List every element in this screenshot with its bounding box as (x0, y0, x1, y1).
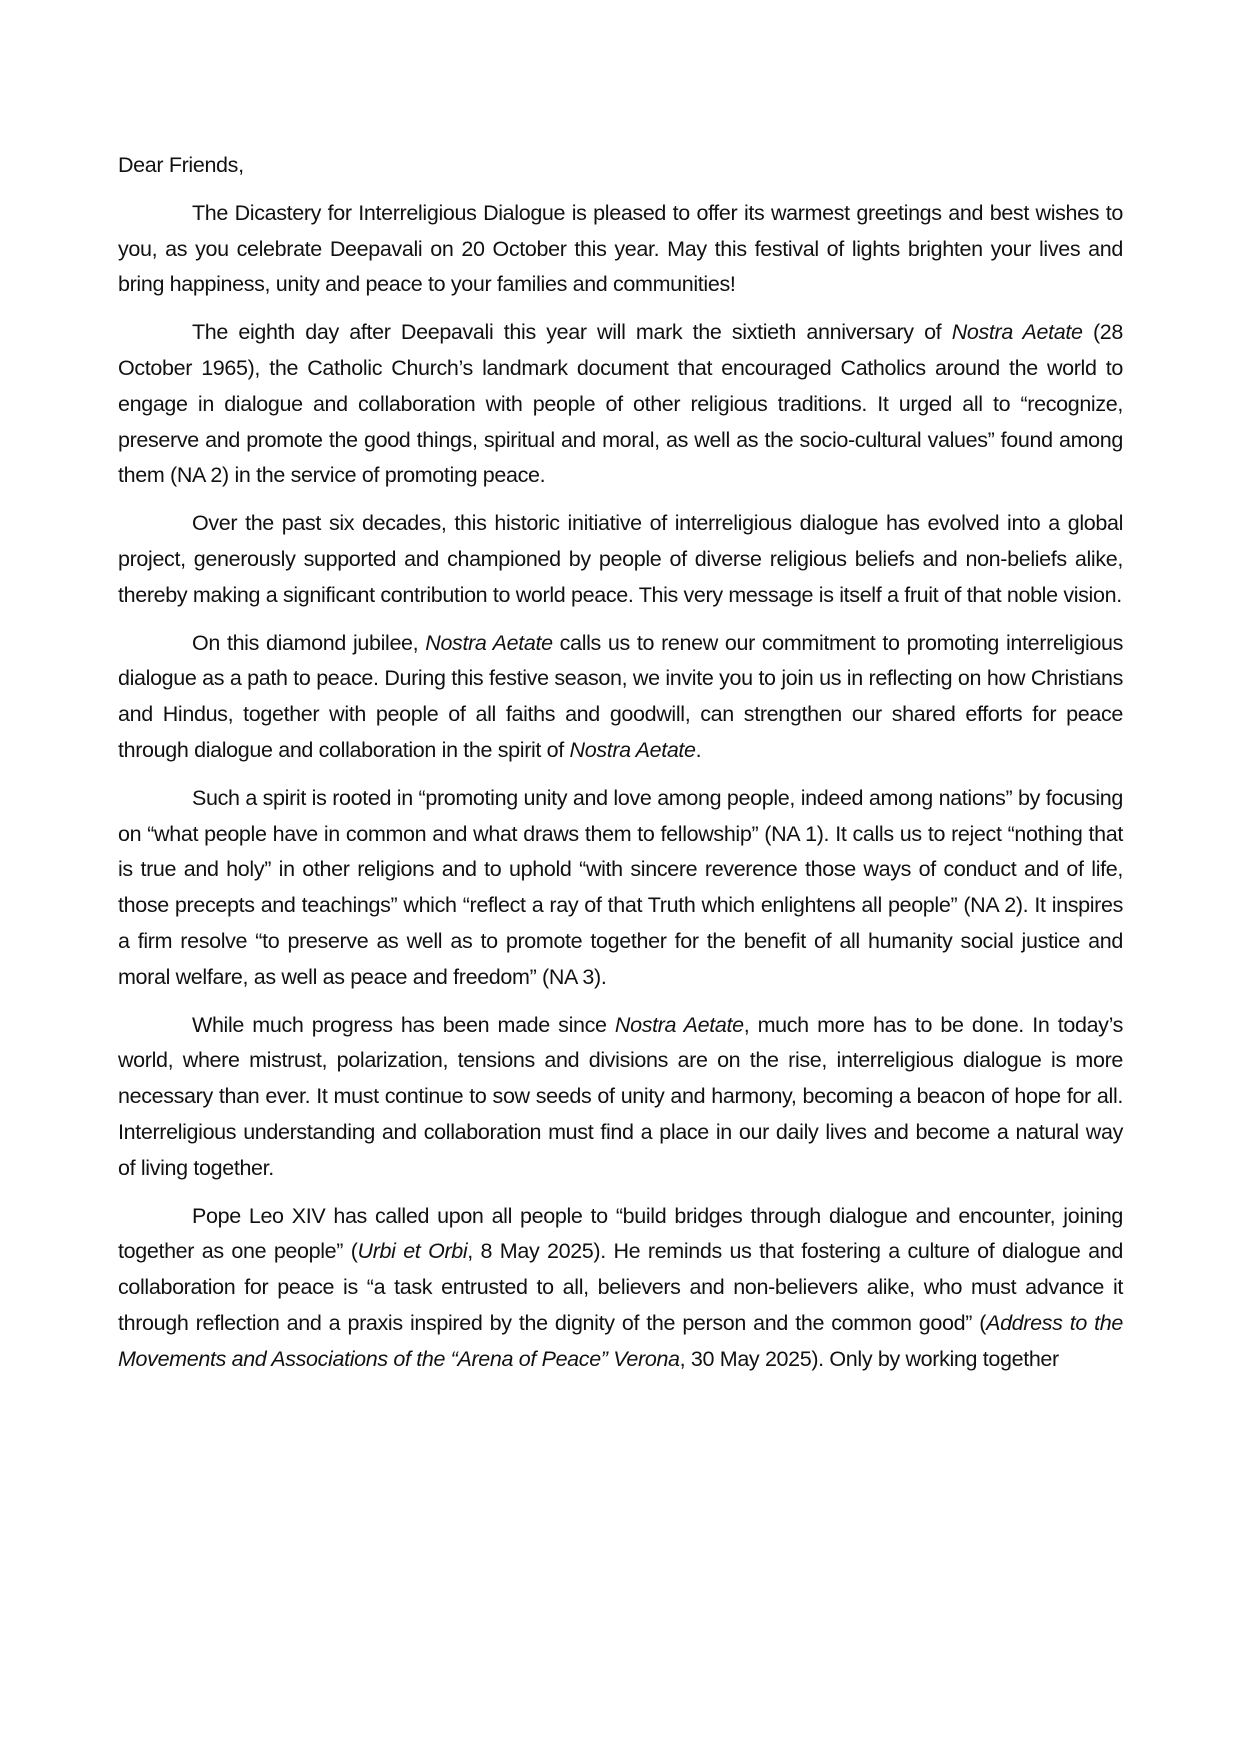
paragraph-pope-leo (118, 1199, 1123, 1378)
text-segment: Such a spirit is rooted in “promoting unity and love among people, indeed among nations” by focusing on “what people have in common and what draws them to fellowship” (NA 1). It calls us to reject “nothing that is true and holy” in other religions and to uphold “with sincere reverence those ways of conduct and of life, those precepts and teachings” which “reflect a ray of that Truth which enlightens all people” (NA 2). It inspires a firm resolve “to preserve as well as to promote together for the benefit of all humanity social justice and moral welfare, as well as peace and freedom” (NA 3). (118, 785, 1123, 989)
document-title: Nostra Aetate (614, 1012, 744, 1037)
letter-page (118, 148, 1123, 1390)
text-segment: calls us to renew our commitment to promoting interreligious dialogue as a path to peace. During this festive season, we invite you to join us in reflecting on how Christians and Hindus, together with people of all faiths and goodwill, can strengthen our shared efforts for peace through dialogue and collaboration in the spirit of (118, 630, 1123, 762)
salutation: Dear Friends, (118, 153, 244, 177)
text-segment: Over the past six decades, this historic initiative of interreligious dialogue has evolved into a global project, generously supported and championed by people of diverse religious beliefs and non-beliefs alike, thereby making a significant contribution to world peace. This very message is itself a fruit of that noble vision. (118, 511, 1123, 607)
paragraph-progress (118, 1008, 1123, 1187)
text-segment: On this diamond jubilee, (192, 630, 426, 655)
paragraph-spirit-rooted (118, 781, 1123, 996)
text-segment: The eighth day after Deepavali this year will mark the sixtieth anniversary of (192, 320, 952, 345)
text-segment: The Dicastery for Interreligious Dialogue is pleased to offer its warmest greetings and best wishes to you, as you celebrate Deepavali on 20 October this year. May this festival of lights brighten your lives and bring happiness, unity and peace to your families and communities! (118, 200, 1123, 297)
text-segment: , much more has to be done. In today’s world, where mistrust, polarization, tensions and divisions are on the rise, interreligious dialogue is more necessary than ever. It must continue to sow seeds of unity and harmony, becoming a beacon of hope for all. Interreligious understanding and collaboration must find a place in our daily lives and become a natural way of living together. (118, 1012, 1124, 1180)
text-segment: While much progress has been made since (192, 1012, 615, 1037)
paragraph-greetings (118, 196, 1123, 303)
text-segment: , 8 May 2025). He reminds us that fostering a culture of dialogue and collaboration for peace is “a task entrusted to all, believers and non-believers alike, who must advance it through reflection and a praxis inspired by the dignity of the person and the common good” ( (118, 1239, 1123, 1335)
paragraph-nostra-aetate-anniversary (118, 315, 1123, 494)
document-title: Nostra Aetate (425, 630, 553, 655)
text-segment: Pope Leo XIV has called upon all people to “build bridges through dialogue and encounter, joining together as one people” ( (118, 1203, 1123, 1264)
text-segment: (28 October 1965), the Catholic Church’s landmark document that encouraged Catholics around the world to engage in dialogue and collaboration with people of other religious traditions. It urged all to “recognize, preserve and promote the good things, spiritual and moral, as well as the socio-cultural values” found among them (NA 2) in the service of promoting peace. (118, 320, 1124, 488)
document-title: Nostra Aetate (951, 320, 1083, 345)
document-title: Nostra Aetate (569, 737, 696, 762)
text-segment: . (695, 737, 702, 762)
paragraph-six-decades (118, 506, 1123, 613)
text-segment: , 30 May 2025). Only by working together (679, 1346, 1059, 1371)
document-title: Address to the Movements and Associations of the “Arena of Peace” Verona (118, 1310, 1123, 1371)
document-title: Urbi et Orbi (357, 1239, 468, 1264)
paragraph-diamond-jubilee (118, 626, 1123, 769)
